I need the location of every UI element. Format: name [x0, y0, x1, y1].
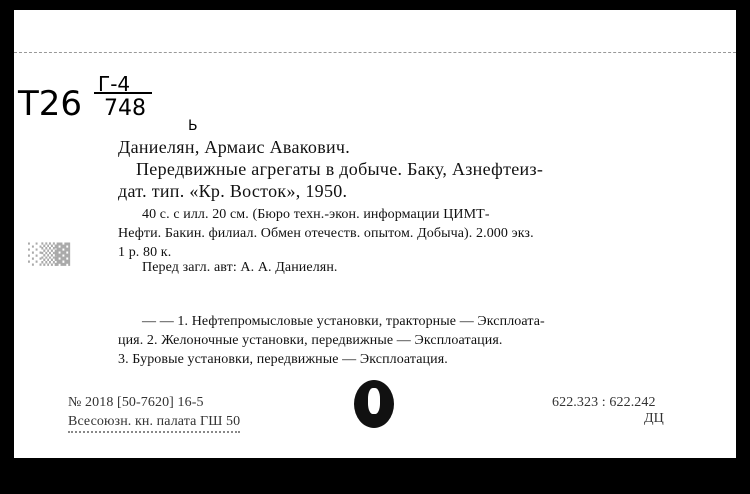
author-mark: Ь — [188, 118, 198, 134]
shelf-mark-top: Г-4 — [98, 72, 131, 96]
description-line-4: Перед загл. авт: А. А. Даниелян. — [142, 260, 338, 275]
description-line-1: 40 с. с илл. 20 см. (Бюро техн.-экон. информации ЦИМТ- — [142, 207, 490, 222]
subject-line-3: 3. Буровые установки, передвижные — Эксплоатация. — [118, 352, 448, 367]
description-line-2: Нефти. Бакин. филиал. Обмен отечеств. опытом. Добыча). 2.000 экз. — [118, 226, 534, 241]
footer-chamber: Всесоюзн. кн. палата ГШ 50 — [68, 413, 240, 433]
call-number: T26 — [18, 84, 83, 124]
footer-code: ДЦ — [644, 411, 664, 426]
footer-udc: 622.323 : 622.242 — [552, 395, 656, 410]
smudge-stamp: ░▒▓ — [28, 242, 69, 266]
footer-record-number: № 2018 [50-7620] 16-5 — [68, 395, 204, 410]
shelf-mark-line — [94, 92, 152, 94]
description-line-3: 1 р. 80 к. — [118, 245, 172, 260]
dotted-divider — [14, 52, 736, 53]
shelf-mark-bottom: 748 — [104, 96, 146, 121]
subject-line-1: — — 1. Нефтепромысловые установки, тракторные — Эксплоата- — [142, 314, 545, 329]
catalog-card — [14, 10, 736, 458]
subject-line-2: ция. 2. Желоночные установки, передвижные — Эксплоатация. — [118, 333, 503, 348]
title-line-1: Передвижные агрегаты в добыче. Баку, Азнефтеиз- — [136, 159, 544, 179]
title-line-2: дат. тип. «Кр. Восток», 1950. — [118, 181, 348, 201]
ink-blot — [354, 380, 394, 428]
heading: Даниелян, Армаис Авакович. — [118, 137, 351, 157]
